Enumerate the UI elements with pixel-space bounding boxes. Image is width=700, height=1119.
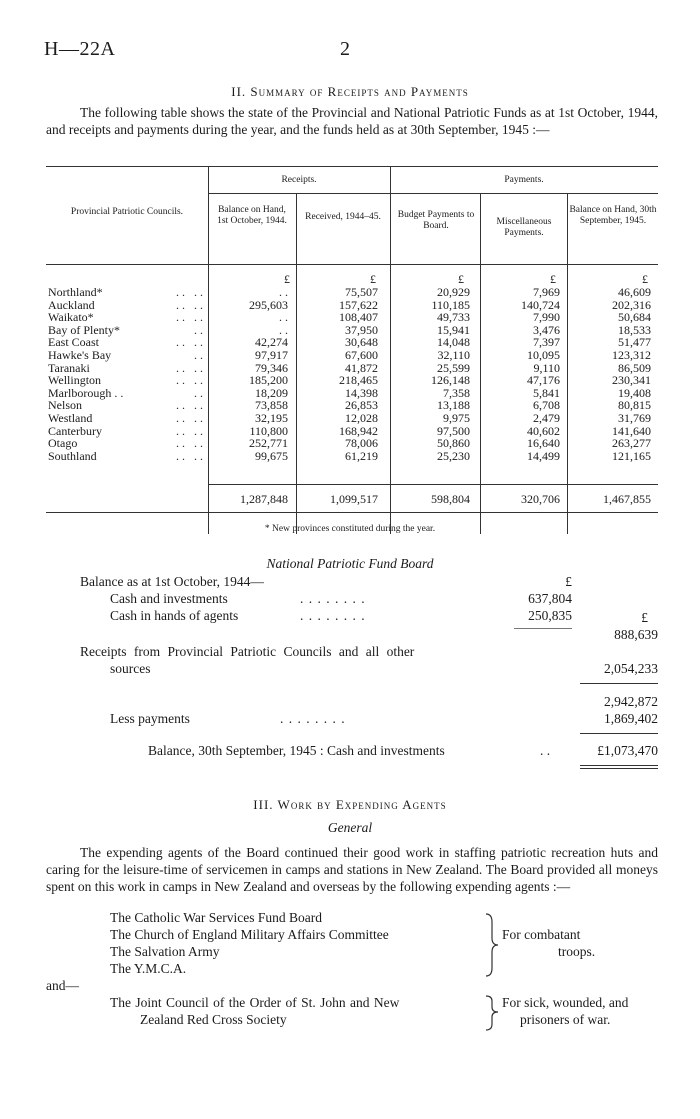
sum-amount: 2,942,872 xyxy=(604,694,658,709)
table-bottom-rule xyxy=(46,512,658,513)
subtotal-amount: 888,639 xyxy=(614,627,658,642)
cash-investments-amount: 637,804 xyxy=(528,591,572,606)
budget-cell: 97,500 xyxy=(437,423,470,438)
council-dots: . . xyxy=(179,347,203,362)
and-label: and— xyxy=(46,978,79,993)
balance-close-cell: 202,316 xyxy=(612,297,651,312)
budget-cell: 49,733 xyxy=(437,310,470,325)
budget-cell: 32,110 xyxy=(437,347,470,362)
currency-misc: £ xyxy=(550,272,556,286)
council-name: Canterbury xyxy=(48,423,102,438)
currency-budget: £ xyxy=(458,272,464,286)
header-balance-open: Balance on Hand, 1st October, 1944. xyxy=(217,205,287,226)
final-balance-dots: . . xyxy=(540,743,551,758)
table-top-rule xyxy=(46,166,658,167)
council-dots: . . xyxy=(179,322,203,337)
received-cell: 67,600 xyxy=(345,347,378,362)
less-payments-amount: 1,869,402 xyxy=(604,711,658,726)
received-cell: 218,465 xyxy=(339,373,378,388)
received-cell: 168,942 xyxy=(339,423,378,438)
balance-close-cell: 230,341 xyxy=(612,373,651,388)
leader-dots-3: . . . . . . . . xyxy=(280,711,346,726)
council-dots: . . . . xyxy=(176,310,203,325)
balance-close-cell: 31,769 xyxy=(618,410,651,425)
budget-cell: 126,148 xyxy=(431,373,470,388)
budget-cell: 9,975 xyxy=(443,410,470,425)
receipts-label-line1: Receipts from Provincial Patriotic Councils and all other xyxy=(80,644,415,659)
received-cell: 30,648 xyxy=(345,335,378,350)
received-cell: 37,950 xyxy=(345,322,378,337)
balance-open-column xyxy=(210,286,288,462)
council-dots: . . . . xyxy=(176,373,203,388)
table-vline-5 xyxy=(567,193,568,534)
council-name: Marlborough . . xyxy=(48,385,124,400)
council-name: Wellington xyxy=(48,373,102,388)
page-number: 2 xyxy=(340,38,350,60)
section-title-summary: II. Summary of Receipts and Payments xyxy=(231,84,469,99)
table-vline-2 xyxy=(296,193,297,534)
balance-open-cell: . . xyxy=(279,310,288,325)
received-cell: 12,028 xyxy=(345,410,378,425)
leader-dots-2: . . . . . . . . xyxy=(300,608,366,623)
balance-close-cell: 123,312 xyxy=(612,347,651,362)
agent-church-of-england: The Church of England Military Affairs Committee xyxy=(110,927,389,942)
council-dots: . . . . xyxy=(176,423,203,438)
section-title-work: III. Work by Expending Agents xyxy=(253,797,447,812)
combatant-label-line1: For combatant xyxy=(502,927,581,942)
council-dots-column xyxy=(148,286,203,462)
budget-cell: 50,860 xyxy=(437,436,470,451)
board-title: National Patriotic Fund Board xyxy=(266,556,434,571)
sum-rule xyxy=(580,683,658,684)
balance-close-cell: 121,165 xyxy=(612,448,651,463)
balance-close-cell: 46,609 xyxy=(618,285,651,299)
double-rule-1 xyxy=(580,765,658,766)
council-name: Westland xyxy=(48,410,93,425)
council-dots: . . . . xyxy=(176,360,203,375)
total-misc: 320,706 xyxy=(521,492,560,506)
table-footnote: * New provinces constituted during the year. xyxy=(264,524,436,534)
pound-sign-1: £ xyxy=(565,574,572,589)
header-council: Provincial Patriotic Councils. xyxy=(70,207,184,217)
balance-close-column xyxy=(569,286,651,462)
total-received: 1,099,517 xyxy=(330,492,378,506)
received-cell: 157,622 xyxy=(339,297,378,312)
misc-cell: 16,640 xyxy=(527,436,560,451)
receipts-amount: 2,054,233 xyxy=(604,661,658,676)
intro-paragraph: The following table shows the state of the Provincial and National Patriotic Funds as at 1st October, 1944, and receipts and payments during the year, and the funds held as at 30th September, 1945 :— xyxy=(46,105,658,137)
council-name: East Coast xyxy=(48,335,99,350)
budget-column xyxy=(392,286,470,462)
misc-cell: 5,841 xyxy=(533,385,560,400)
council-name: Northland* xyxy=(48,285,103,299)
total-budget: 598,804 xyxy=(431,492,470,506)
work-paragraph: The expending agents of the Board continued their good work in staffing patriotic recreation huts and caring for the leisure-time of servicemen in camps and stations in New Zealand. The Board provided all moneys spent on this work in camps in New Zealand and overseas by the following expending agents :— xyxy=(46,845,658,894)
budget-cell: 110,185 xyxy=(431,297,470,312)
balance-open-cell: . . xyxy=(279,322,288,337)
balance-open-cell: 99,675 xyxy=(255,448,288,463)
final-balance-amount: £1,073,470 xyxy=(597,743,658,758)
receipts-label-line2: sources xyxy=(110,661,151,676)
balance-open-cell: 32,195 xyxy=(255,410,288,425)
misc-cell: 7,990 xyxy=(533,310,560,325)
brace-sick-icon xyxy=(482,994,502,1032)
balance-open-cell: 73,858 xyxy=(255,398,288,413)
agent-ymca: The Y.M.C.A. xyxy=(110,961,187,976)
total-close: 1,467,855 xyxy=(603,492,651,506)
budget-cell: 14,048 xyxy=(437,335,470,350)
agent-catholic: The Catholic War Services Fund Board xyxy=(110,910,322,925)
council-dots: . . xyxy=(179,385,203,400)
header-received: Received, 1944–45. xyxy=(305,212,381,222)
agent-joint-council-line1: The Joint Council of the Order of St. John and New xyxy=(110,995,400,1010)
agent-joint-council-line2: Zealand Red Cross Society xyxy=(140,1012,287,1027)
cash-investments-label: Cash and investments xyxy=(110,591,228,606)
misc-cell: 140,724 xyxy=(521,297,560,312)
header-receipts-group: Receipts. xyxy=(281,175,317,185)
received-cell: 75,507 xyxy=(345,285,378,299)
subtotal-rule xyxy=(514,628,572,629)
misc-cell: 7,969 xyxy=(533,285,560,299)
header-budget: Budget Payments to Board. xyxy=(397,210,475,231)
balance-close-cell: 18,533 xyxy=(618,322,651,337)
table-vline-3 xyxy=(390,166,391,534)
combatant-label-line2: troops. xyxy=(558,944,596,959)
council-name: Hawke's Bay xyxy=(48,347,112,362)
council-name: Bay of Plenty* xyxy=(48,322,120,337)
balance-close-cell: 141,640 xyxy=(612,423,651,438)
misc-cell: 10,095 xyxy=(527,347,560,362)
received-cell: 78,006 xyxy=(345,436,378,451)
balance-close-cell: 80,815 xyxy=(618,398,651,413)
misc-cell: 47,176 xyxy=(527,373,560,388)
balance-open-cell: 42,274 xyxy=(255,335,288,350)
pound-sign-2: £ xyxy=(641,610,648,625)
sick-label-line1: For sick, wounded, and xyxy=(502,995,629,1010)
double-rule-2 xyxy=(580,768,658,769)
budget-cell: 15,941 xyxy=(437,322,470,337)
misc-cell: 14,499 xyxy=(527,448,560,463)
balance-open-cell: . . xyxy=(279,285,288,299)
final-balance-label: Balance, 30th September, 1945 : Cash and investments xyxy=(148,743,445,758)
received-cell: 61,219 xyxy=(345,448,378,463)
balance-open-cell: 295,603 xyxy=(249,297,288,312)
header-payments-group: Payments. xyxy=(504,175,544,185)
council-name: Taranaki xyxy=(48,360,90,375)
budget-cell: 13,188 xyxy=(437,398,470,413)
misc-cell: 3,476 xyxy=(533,322,560,337)
council-name: Nelson xyxy=(48,398,82,413)
misc-cell: 6,708 xyxy=(533,398,560,413)
council-dots: . . . . xyxy=(176,297,203,312)
agent-salvation-army: The Salvation Army xyxy=(110,944,220,959)
council-dots: . . . . xyxy=(176,410,203,425)
budget-cell: 20,929 xyxy=(437,285,470,299)
budget-cell: 25,599 xyxy=(437,360,470,375)
currency-open: £ xyxy=(284,272,290,286)
budget-cell: 25,230 xyxy=(437,448,470,463)
misc-cell: 7,397 xyxy=(533,335,560,350)
misc-cell: 40,602 xyxy=(527,423,560,438)
table-group-rule xyxy=(208,193,658,194)
balance-rule xyxy=(580,733,658,734)
less-payments-label: Less payments xyxy=(110,711,190,726)
document-reference: H—22A xyxy=(44,38,116,60)
balance-close-cell: 19,408 xyxy=(618,385,651,400)
budget-cell: 7,358 xyxy=(443,385,470,400)
council-column xyxy=(48,286,123,462)
balance-open-cell: 252,771 xyxy=(249,436,288,451)
sick-label-line2: prisoners of war. xyxy=(520,1012,611,1027)
header-balance-close: Balance on Hand, 30th September, 1945. xyxy=(569,205,657,226)
balance-open-cell: 110,800 xyxy=(249,423,288,438)
received-cell: 41,872 xyxy=(345,360,378,375)
council-dots: . . . . xyxy=(176,436,203,451)
council-dots: . . . . xyxy=(176,448,203,463)
received-column xyxy=(298,286,378,462)
received-cell: 108,407 xyxy=(339,310,378,325)
balance-close-cell: 51,477 xyxy=(618,335,651,350)
council-dots: . . . . xyxy=(176,335,203,350)
balance-close-cell: 50,684 xyxy=(618,310,651,325)
misc-cell: 9,110 xyxy=(533,360,560,375)
header-misc: Miscellaneous Payments. xyxy=(496,217,552,238)
council-dots: . . . . xyxy=(176,398,203,413)
misc-cell: 2,479 xyxy=(533,410,560,425)
balance-open-cell: 185,200 xyxy=(249,373,288,388)
brace-combatant-icon xyxy=(482,912,502,978)
balance-close-cell: 263,277 xyxy=(612,436,651,451)
council-name: Auckland xyxy=(48,297,95,312)
balance-open-cell: 97,917 xyxy=(255,347,288,362)
currency-received: £ xyxy=(370,272,376,286)
balance-open-cell: 18,209 xyxy=(255,385,288,400)
misc-column xyxy=(482,286,560,462)
council-name: Otago xyxy=(48,436,78,451)
currency-close: £ xyxy=(642,272,648,286)
council-name: Waikato* xyxy=(48,310,94,325)
balance-close-cell: 86,509 xyxy=(618,360,651,375)
leader-dots-1: . . . . . . . . xyxy=(300,591,366,606)
table-total-rule-top xyxy=(208,484,658,485)
council-name: Southland xyxy=(48,448,97,463)
section-subtitle-general: General xyxy=(327,820,373,835)
balance-open-cell: 79,346 xyxy=(255,360,288,375)
balance-opening-label: Balance as at 1st October, 1944— xyxy=(80,574,264,589)
received-cell: 26,853 xyxy=(345,398,378,413)
council-dots: . . . . xyxy=(176,285,203,299)
received-cell: 14,398 xyxy=(345,385,378,400)
cash-agents-amount: 250,835 xyxy=(528,608,572,623)
table-vline-4 xyxy=(480,193,481,534)
cash-agents-label: Cash in hands of agents xyxy=(110,608,239,623)
table-vline-1 xyxy=(208,166,209,534)
total-open: 1,287,848 xyxy=(240,492,288,506)
